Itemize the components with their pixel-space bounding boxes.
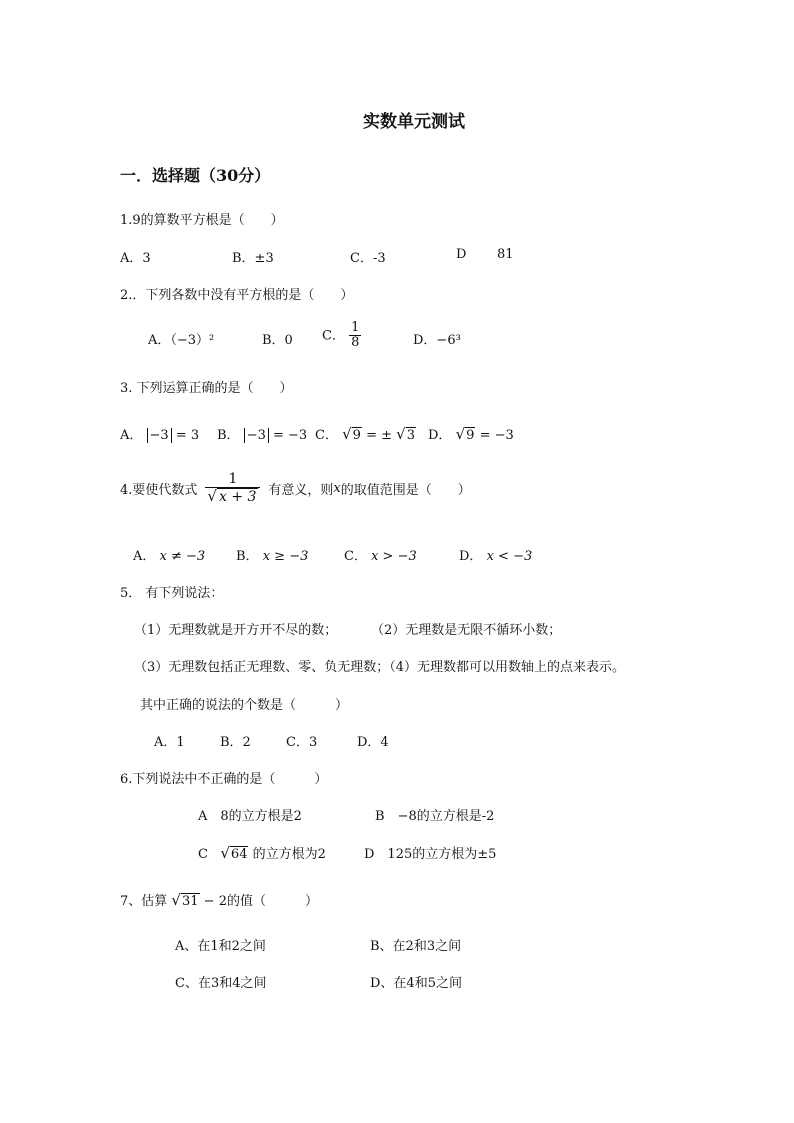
question-5-statement-2: （2）无理数是无限不循环小数； — [371, 623, 562, 638]
question-2-option-c — [322, 321, 361, 351]
question-5-option-b: B．2 — [220, 735, 251, 750]
question-7-radical: √31 — [171, 891, 199, 909]
question-6-option-c — [198, 843, 326, 862]
question-4-stem-prefix: 4.要使代数式 — [120, 483, 198, 499]
question-4-variable: x — [333, 481, 341, 497]
question-2-option-d: D．−6³ — [413, 333, 461, 348]
question-4-option-d-prefix: D． — [459, 549, 483, 564]
question-3-option-c-radicand: 9 — [352, 428, 361, 443]
question-2-option-a: A．（−3）² — [148, 333, 215, 348]
question-2-stem: 2.．下列各数中没有平方根的是（ ） — [120, 288, 354, 303]
question-3-option-c-radicand-2: 3 — [406, 428, 415, 443]
question-4-fraction-numerator: 1 — [228, 471, 238, 487]
question-3-option-d-radicand: 9 — [466, 428, 475, 443]
question-7-radicand: 31 — [181, 894, 199, 909]
question-6-option-a: A 8的立方根是2 — [198, 809, 302, 824]
question-6-option-b: B −8的立方根是-2 — [375, 809, 495, 824]
question-5-option-d: D．4 — [357, 735, 389, 750]
question-3-option-c-radical: √9 — [342, 425, 361, 443]
question-5-option-a: A．1 — [154, 735, 185, 750]
question-3-option-d-radical: √9 — [455, 425, 475, 443]
question-6-option-c-radical: √64 — [220, 844, 248, 862]
question-3-option-b-rhs: = −3 — [273, 428, 308, 443]
question-3-option-c — [315, 424, 416, 443]
document-title: 实数单元测试 — [363, 112, 465, 132]
question-5-stem: 5． 有下列说法： — [120, 586, 224, 601]
question-4-radicand: x + 3 — [218, 489, 257, 506]
question-3-option-b-absolute: −3 — [244, 428, 269, 443]
question-7-option-d: D、在4和5之间 — [370, 976, 462, 991]
question-1-option-d-value: 81 — [497, 247, 514, 262]
question-4-stem — [120, 472, 471, 506]
question-6-option-d: D 125的立方根为±5 — [364, 847, 497, 862]
question-1-option-b: B．±3 — [232, 251, 274, 266]
question-7-option-c: C、在3和4之间 — [175, 976, 267, 991]
question-4-option-c — [344, 545, 417, 564]
question-3-option-a-absolute: −3 — [147, 428, 172, 443]
question-6-option-c-suffix: 的立方根为2 — [252, 847, 326, 862]
question-7-option-a: A、在1和2之间 — [175, 939, 266, 954]
question-3-option-d-rhs: = −3 — [479, 428, 514, 443]
question-3-option-c-radical-2: √3 — [396, 425, 415, 443]
question-7-stem-suffix: − 2的值（ ） — [203, 894, 318, 909]
question-4-option-d-expression: x < −3 — [486, 549, 533, 564]
question-3-option-b-prefix: B． — [217, 428, 240, 443]
question-1-stem: 1.9的算数平方根是（ ） — [120, 213, 284, 228]
question-4-fraction-denominator: √ x + 3 — [205, 487, 260, 505]
question-3-option-a-rhs: = 3 — [175, 428, 200, 443]
question-6-option-c-prefix: C — [198, 847, 208, 862]
question-7-stem — [120, 890, 318, 909]
question-5-statement-1: （1）无理数就是开方开不尽的数； — [134, 623, 338, 638]
question-4-option-b — [236, 545, 308, 564]
question-1-option-c: C．-3 — [350, 251, 386, 266]
question-4-option-b-prefix: B． — [236, 549, 259, 564]
question-5-prompt: 其中正确的说法的个数是（ ） — [140, 698, 349, 713]
question-4-option-c-expression: x > −3 — [371, 549, 417, 564]
question-2-option-b: B．0 — [262, 333, 293, 348]
question-3-option-d — [428, 424, 514, 443]
question-4-option-b-expression: x ≥ −3 — [262, 549, 309, 564]
question-3-option-c-mid: = ± — [366, 428, 392, 443]
question-1-option-a: A．3 — [120, 251, 151, 266]
question-3-option-d-prefix: D． — [428, 428, 452, 443]
question-4-option-a — [133, 545, 205, 564]
question-2-fraction-denominator: 8 — [351, 335, 360, 351]
question-3-option-a-prefix: A． — [120, 428, 143, 443]
question-7-option-b: B、在2和3之间 — [370, 939, 462, 954]
question-5-statements-3-4: （3）无理数包括正无理数、零、负无理数；（4）无理数都可以用数轴上的点来表示。 — [134, 660, 626, 675]
question-4-option-d — [459, 545, 532, 564]
question-4-stem-suffix: 的取值范围是（ ） — [340, 483, 471, 499]
question-4-option-a-expression: x ≠ −3 — [159, 549, 206, 564]
question-3-option-c-prefix: C． — [315, 428, 338, 443]
question-6-option-c-radicand: 64 — [230, 847, 248, 862]
question-3-stem: 3. 下列运算正确的是（ ） — [120, 381, 293, 396]
question-1-option-d-letter: D — [456, 247, 467, 262]
question-4-option-a-prefix: A． — [133, 549, 156, 564]
section-heading: 一．选择题（30分） — [120, 166, 271, 185]
question-3-option-b — [217, 424, 307, 443]
question-2-option-c-prefix: C． — [322, 328, 345, 344]
question-3-option-a — [120, 424, 199, 443]
question-2-fraction-numerator: 1 — [351, 320, 360, 335]
question-4-option-c-prefix: C． — [344, 549, 367, 564]
question-5-option-c: C．3 — [286, 735, 318, 750]
question-4-stem-middle: 有意义，则 — [268, 483, 334, 499]
question-6-stem: 6.下列说法中不正确的是（ ） — [120, 772, 328, 787]
question-7-stem-prefix: 7、估算 — [120, 894, 168, 909]
